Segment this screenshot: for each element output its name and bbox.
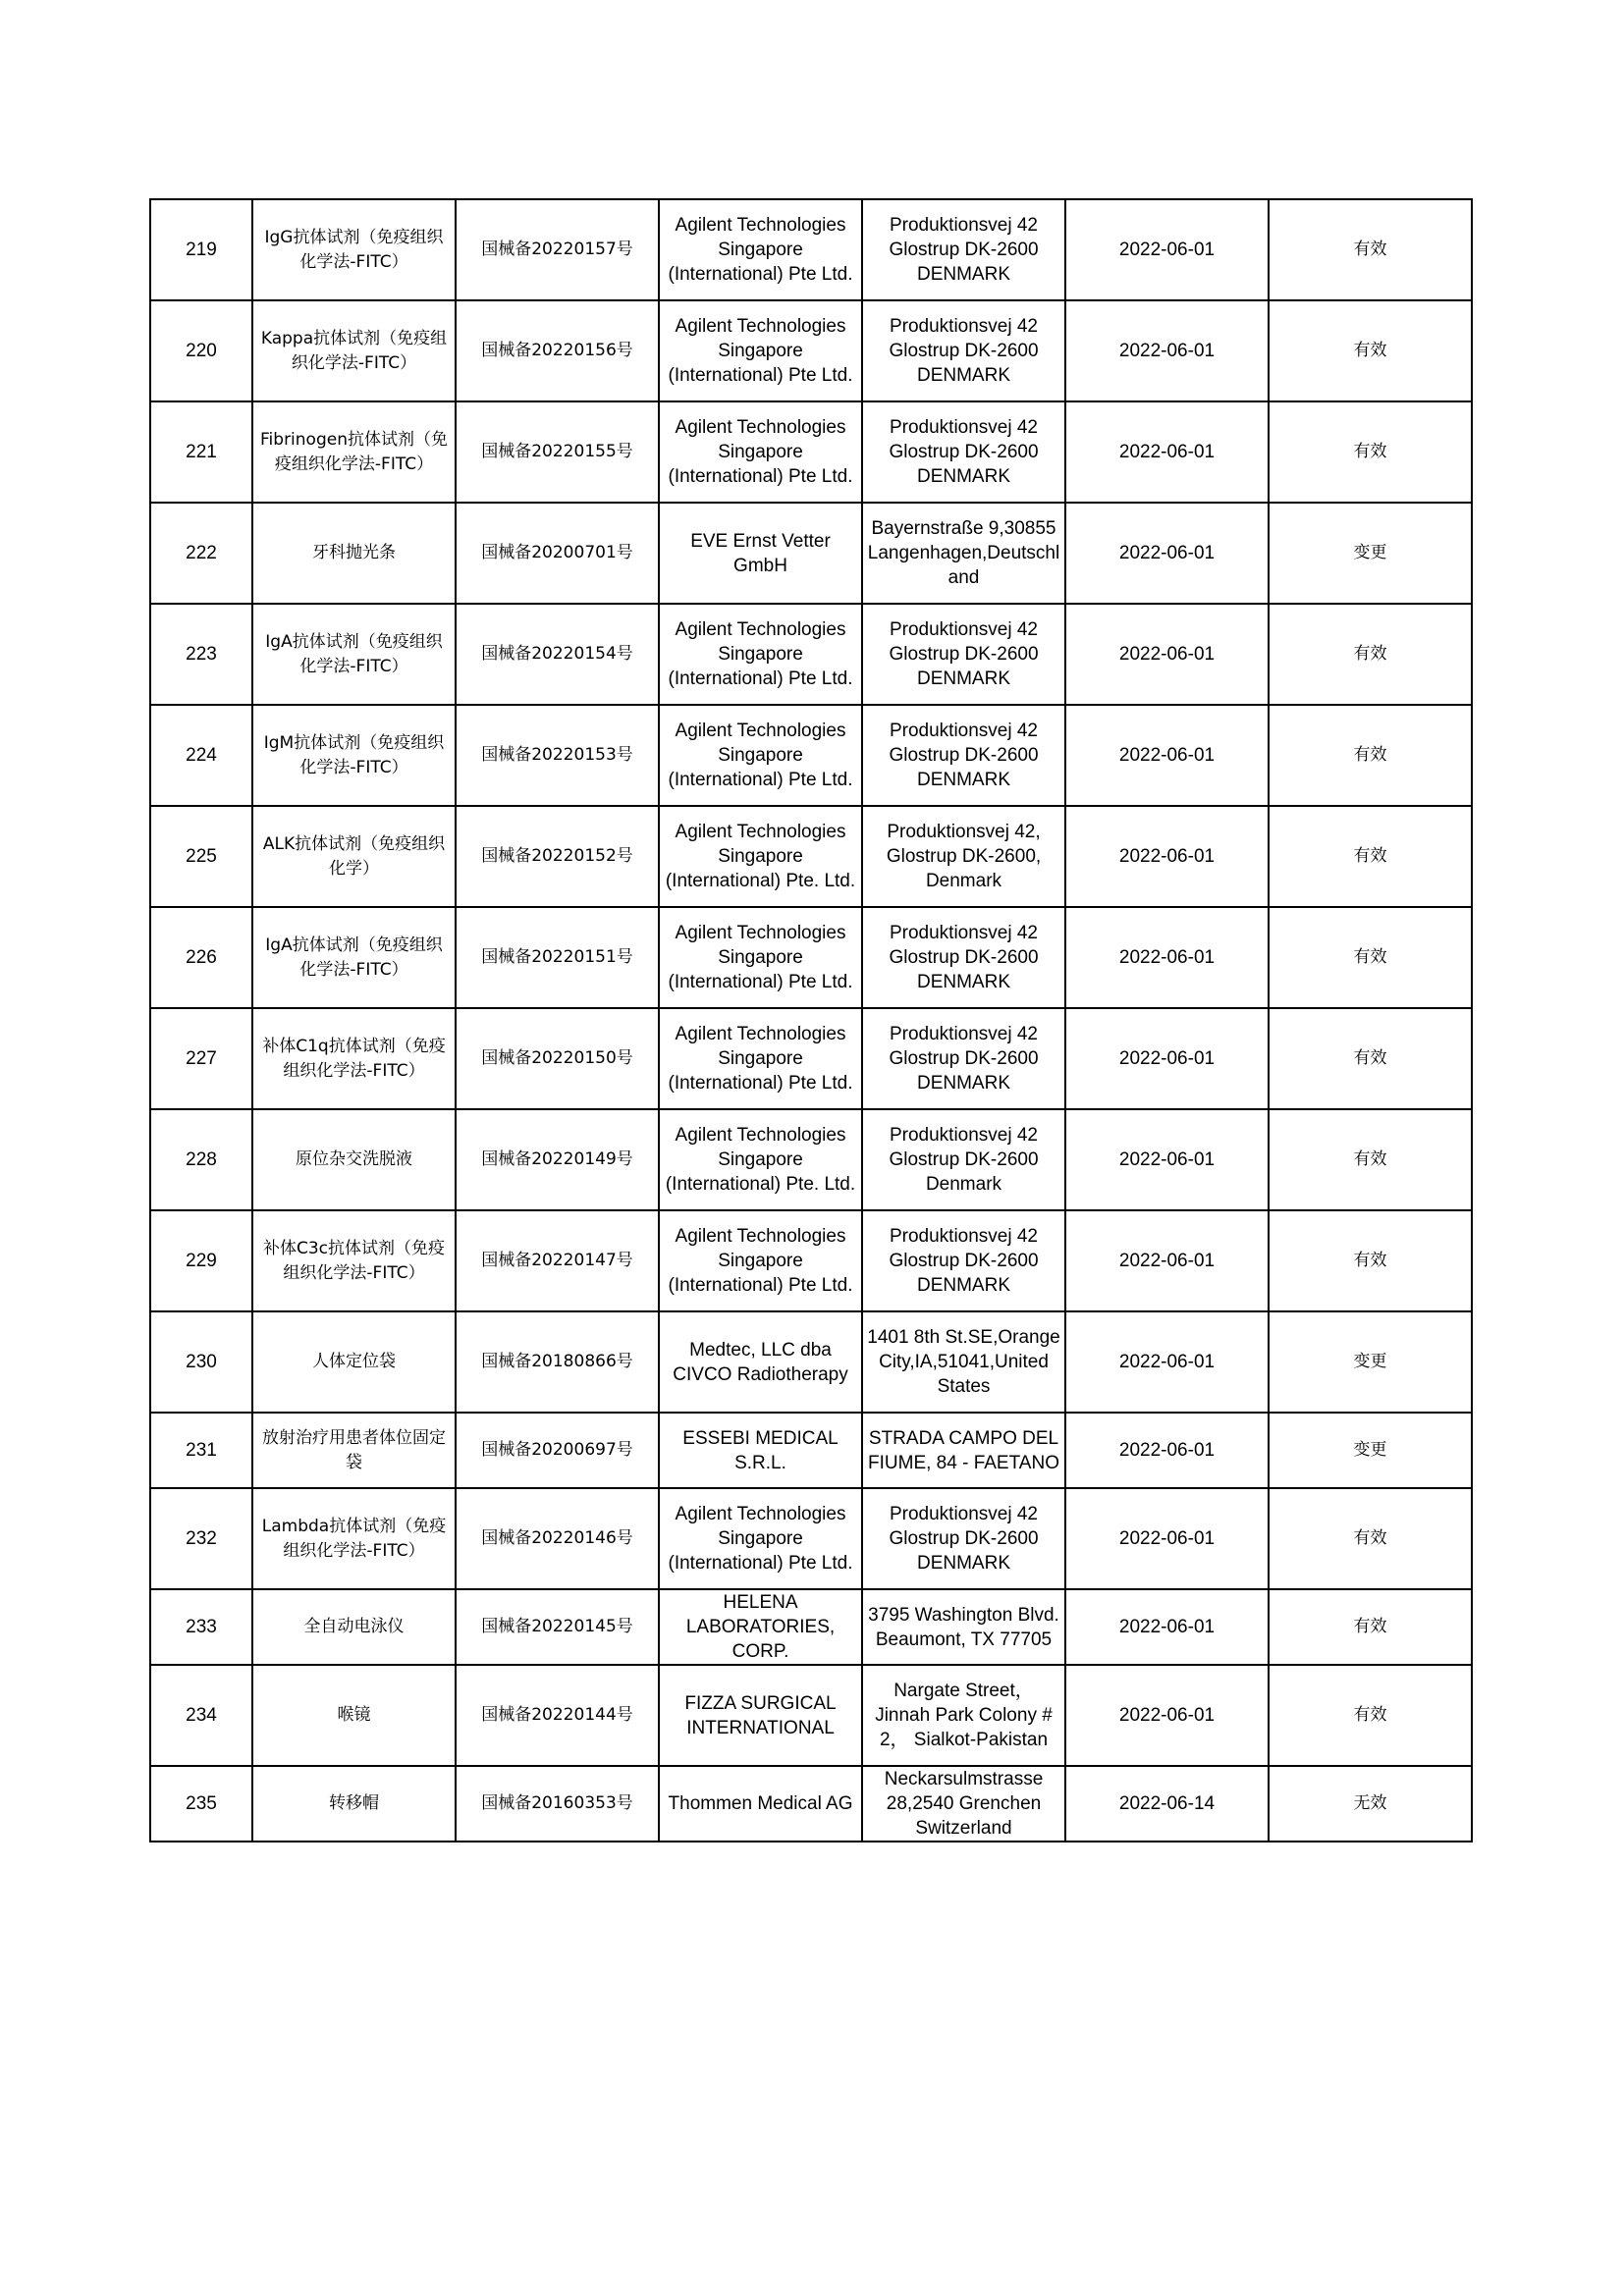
registration-number: 国械备20220154号: [456, 604, 659, 705]
table-row: [150, 907, 1472, 1008]
row-number: 221: [150, 401, 252, 503]
company-address: 1401 8th St.SE,Orange City,IA,51041,United States: [862, 1311, 1065, 1413]
company-name: Agilent Technologies Singapore (International) Pte Ltd.: [659, 604, 862, 705]
registration-number: 国械备20200701号: [456, 503, 659, 604]
company-address: Produktionsvej 42 Glostrup DK-2600 DENMARK: [862, 907, 1065, 1008]
company-address: Produktionsvej 42 Glostrup DK-2600 DENMARK: [862, 1008, 1065, 1109]
status: 有效: [1269, 806, 1472, 907]
row-number: 225: [150, 806, 252, 907]
company-name: EVE Ernst Vetter GmbH: [659, 503, 862, 604]
status: 有效: [1269, 1589, 1472, 1665]
table-body: [150, 199, 1472, 1842]
registration-table: [149, 198, 1473, 1842]
company-name: Agilent Technologies Singapore (International) Pte Ltd.: [659, 1210, 862, 1311]
product-name: 放射治疗用患者体位固定袋: [252, 1413, 456, 1488]
status: 有效: [1269, 1488, 1472, 1589]
status: 变更: [1269, 1311, 1472, 1413]
product-name: IgM抗体试剂（免疫组织化学法-FITC）: [252, 705, 456, 806]
record-date: 2022-06-01: [1065, 503, 1269, 604]
row-number: 229: [150, 1210, 252, 1311]
row-number: 219: [150, 199, 252, 300]
status: 无效: [1269, 1766, 1472, 1842]
status: 有效: [1269, 1210, 1472, 1311]
row-number: 234: [150, 1665, 252, 1766]
record-date: 2022-06-01: [1065, 705, 1269, 806]
table-row: [150, 1665, 1472, 1766]
company-name: HELENA LABORATORIES, CORP.: [659, 1589, 862, 1665]
status: 变更: [1269, 503, 1472, 604]
status: 有效: [1269, 401, 1472, 503]
registration-number: 国械备20220144号: [456, 1665, 659, 1766]
product-name: 原位杂交洗脱液: [252, 1109, 456, 1210]
company-name: Agilent Technologies Singapore (International) Pte. Ltd.: [659, 806, 862, 907]
registration-number: 国械备20220152号: [456, 806, 659, 907]
company-address: Produktionsvej 42 Glostrup DK-2600 DENMARK: [862, 705, 1065, 806]
product-name: IgG抗体试剂（免疫组织化学法-FITC）: [252, 199, 456, 300]
table-row: [150, 300, 1472, 401]
product-name: IgA抗体试剂（免疫组织化学法-FITC）: [252, 907, 456, 1008]
registration-number: 国械备20220155号: [456, 401, 659, 503]
company-name: Agilent Technologies Singapore (International) Pte Ltd.: [659, 705, 862, 806]
row-number: 227: [150, 1008, 252, 1109]
company-name: Agilent Technologies Singapore (International) Pte Ltd.: [659, 1488, 862, 1589]
company-name: Medtec, LLC dba CIVCO Radiotherapy: [659, 1311, 862, 1413]
registration-number: 国械备20220153号: [456, 705, 659, 806]
company-address: 3795 Washington Blvd. Beaumont, TX 77705: [862, 1589, 1065, 1665]
company-name: Agilent Technologies Singapore (International) Pte Ltd.: [659, 401, 862, 503]
registration-number: 国械备20220156号: [456, 300, 659, 401]
table-row: [150, 1766, 1472, 1842]
record-date: 2022-06-01: [1065, 401, 1269, 503]
product-name: ALK抗体试剂（免疫组织化学）: [252, 806, 456, 907]
company-name: Agilent Technologies Singapore (International) Pte Ltd.: [659, 1008, 862, 1109]
table-row: [150, 1210, 1472, 1311]
registration-number: 国械备20220147号: [456, 1210, 659, 1311]
registration-number: 国械备20220149号: [456, 1109, 659, 1210]
company-address: Produktionsvej 42 Glostrup DK-2600 DENMARK: [862, 300, 1065, 401]
row-number: 220: [150, 300, 252, 401]
company-name: Agilent Technologies Singapore (International) Pte Ltd.: [659, 907, 862, 1008]
record-date: 2022-06-01: [1065, 1311, 1269, 1413]
product-name: 补体C1q抗体试剂（免疫组织化学法-FITC）: [252, 1008, 456, 1109]
table-row: [150, 401, 1472, 503]
company-address: Produktionsvej 42, Glostrup DK-2600, Denmark: [862, 806, 1065, 907]
company-name: Agilent Technologies Singapore (International) Pte Ltd.: [659, 300, 862, 401]
registration-number: 国械备20200697号: [456, 1413, 659, 1488]
product-name: 转移帽: [252, 1766, 456, 1842]
status: 有效: [1269, 1008, 1472, 1109]
status: 有效: [1269, 705, 1472, 806]
company-address: Produktionsvej 42 Glostrup DK-2600 Denmark: [862, 1109, 1065, 1210]
record-date: 2022-06-01: [1065, 907, 1269, 1008]
record-date: 2022-06-01: [1065, 1109, 1269, 1210]
table-row: [150, 1311, 1472, 1413]
product-name: IgA抗体试剂（免疫组织化学法-FITC）: [252, 604, 456, 705]
status: 有效: [1269, 1109, 1472, 1210]
product-name: Lambda抗体试剂（免疫组织化学法-FITC）: [252, 1488, 456, 1589]
product-name: 人体定位袋: [252, 1311, 456, 1413]
record-date: 2022-06-01: [1065, 1210, 1269, 1311]
record-date: 2022-06-01: [1065, 604, 1269, 705]
status: 有效: [1269, 1665, 1472, 1766]
status: 有效: [1269, 907, 1472, 1008]
status: 有效: [1269, 300, 1472, 401]
company-name: FIZZA SURGICAL INTERNATIONAL: [659, 1665, 862, 1766]
row-number: 235: [150, 1766, 252, 1842]
product-name: 喉镜: [252, 1665, 456, 1766]
record-date: 2022-06-01: [1065, 199, 1269, 300]
company-name: Thommen Medical AG: [659, 1766, 862, 1842]
table-row: [150, 1589, 1472, 1665]
row-number: 226: [150, 907, 252, 1008]
row-number: 231: [150, 1413, 252, 1488]
row-number: 230: [150, 1311, 252, 1413]
product-name: 全自动电泳仪: [252, 1589, 456, 1665]
row-number: 222: [150, 503, 252, 604]
company-address: Neckarsulmstrasse 28,2540 Grenchen Switzerland: [862, 1766, 1065, 1842]
company-address: Produktionsvej 42 Glostrup DK-2600 DENMARK: [862, 199, 1065, 300]
row-number: 224: [150, 705, 252, 806]
row-number: 232: [150, 1488, 252, 1589]
status: 有效: [1269, 604, 1472, 705]
company-address: Bayernstraße 9,30855 Langenhagen,Deutschland: [862, 503, 1065, 604]
registration-number: 国械备20220145号: [456, 1589, 659, 1665]
record-date: 2022-06-01: [1065, 1665, 1269, 1766]
registration-number: 国械备20220157号: [456, 199, 659, 300]
row-number: 228: [150, 1109, 252, 1210]
table-row: [150, 1008, 1472, 1109]
record-date: 2022-06-01: [1065, 1413, 1269, 1488]
product-name: 补体C3c抗体试剂（免疫组织化学法-FITC）: [252, 1210, 456, 1311]
registration-number: 国械备20220146号: [456, 1488, 659, 1589]
table-row: [150, 604, 1472, 705]
table-row: [150, 503, 1472, 604]
row-number: 233: [150, 1589, 252, 1665]
registration-number: 国械备20160353号: [456, 1766, 659, 1842]
table-row: [150, 1413, 1472, 1488]
record-date: 2022-06-01: [1065, 1589, 1269, 1665]
company-address: Produktionsvej 42 Glostrup DK-2600 DENMARK: [862, 1210, 1065, 1311]
company-name: Agilent Technologies Singapore (International) Pte Ltd.: [659, 199, 862, 300]
company-address: Nargate Street， Jinnah Park Colony # 2， Sialkot-Pakistan: [862, 1665, 1065, 1766]
registration-number: 国械备20180866号: [456, 1311, 659, 1413]
table-row: [150, 199, 1472, 300]
status: 变更: [1269, 1413, 1472, 1488]
table-row: [150, 1109, 1472, 1210]
company-address: Produktionsvej 42 Glostrup DK-2600 DENMARK: [862, 1488, 1065, 1589]
registration-number: 国械备20220150号: [456, 1008, 659, 1109]
table-row: [150, 1488, 1472, 1589]
record-date: 2022-06-14: [1065, 1766, 1269, 1842]
status: 有效: [1269, 199, 1472, 300]
product-name: Fibrinogen抗体试剂（免疫组织化学法-FITC）: [252, 401, 456, 503]
record-date: 2022-06-01: [1065, 300, 1269, 401]
table-row: [150, 705, 1472, 806]
record-date: 2022-06-01: [1065, 1488, 1269, 1589]
registration-number: 国械备20220151号: [456, 907, 659, 1008]
company-address: Produktionsvej 42 Glostrup DK-2600 DENMARK: [862, 604, 1065, 705]
company-name: ESSEBI MEDICAL S.R.L.: [659, 1413, 862, 1488]
record-date: 2022-06-01: [1065, 1008, 1269, 1109]
company-address: Produktionsvej 42 Glostrup DK-2600 DENMARK: [862, 401, 1065, 503]
product-name: 牙科抛光条: [252, 503, 456, 604]
company-name: Agilent Technologies Singapore (International) Pte. Ltd.: [659, 1109, 862, 1210]
row-number: 223: [150, 604, 252, 705]
company-address: STRADA CAMPO DEL FIUME, 84 - FAETANO: [862, 1413, 1065, 1488]
record-date: 2022-06-01: [1065, 806, 1269, 907]
product-name: Kappa抗体试剂（免疫组织化学法-FITC）: [252, 300, 456, 401]
table-row: [150, 806, 1472, 907]
